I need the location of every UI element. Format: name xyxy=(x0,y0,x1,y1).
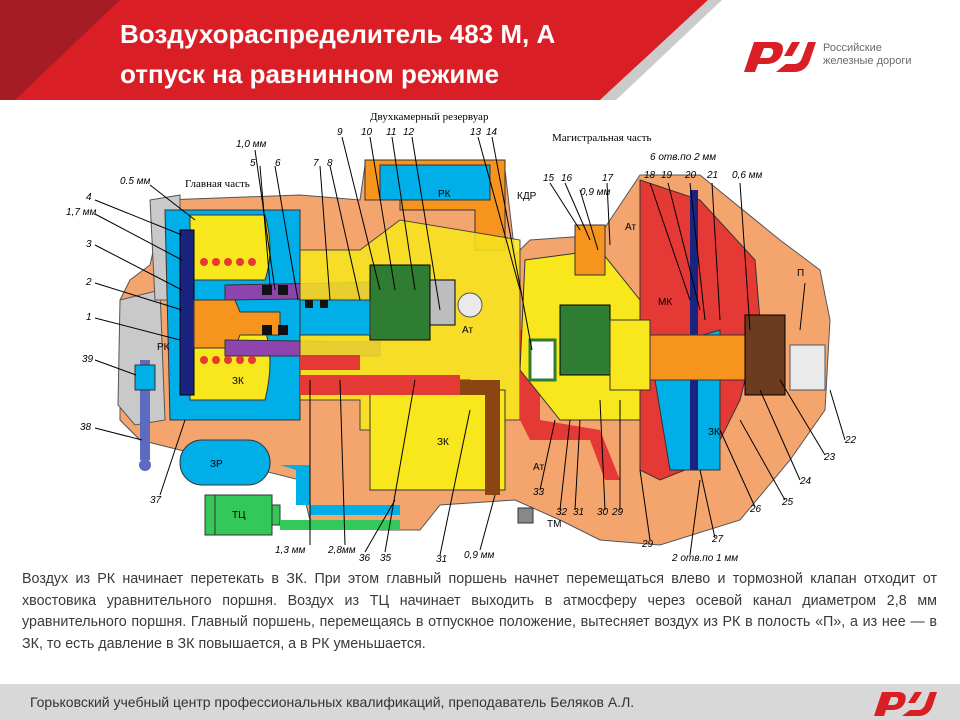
green-block-right xyxy=(560,305,610,375)
description-text: Воздух из РК начинает перетекать в ЗК. При этом главный поршень начнет перемещаться влево и тормозной клапан отходит от хвостовика уравнительного поршня. Воздух из ТЦ начинает выходить в атмосферу через осевой канал диаметром 2,8 мм уравнительного поршня. Главный поршень, перемещаясь в отпускное положение, вытесняет воздух из РК в полость «П», а из нее — в ЗК, то есть давление в ЗК повышается, а в РК уменьшается. xyxy=(22,571,937,652)
label-zk-right: ЗК xyxy=(708,427,720,438)
callout-2: 2 xyxy=(86,277,92,288)
dim-09: 0,9 мм xyxy=(580,187,611,198)
red-line-2 xyxy=(300,355,360,370)
callout-36: 36 xyxy=(359,553,371,564)
callout-32: 32 xyxy=(556,507,568,518)
callout-35: 35 xyxy=(380,553,392,564)
callout-27: 27 xyxy=(712,534,724,545)
callout-14: 14 xyxy=(486,127,498,138)
label-at-top: Ат xyxy=(625,222,637,233)
header xyxy=(0,0,960,100)
dim-2holes: 2 отв.по 1 мм xyxy=(672,553,739,564)
callout-19: 19 xyxy=(661,170,673,181)
label-tm: ТМ xyxy=(547,519,562,530)
callout-15: 15 xyxy=(543,173,555,184)
label-zk-center: ЗК xyxy=(437,437,449,448)
callout-25: 25 xyxy=(782,497,794,508)
callout-10: 10 xyxy=(361,127,373,138)
callout-23: 23 xyxy=(824,452,836,463)
red-line-1 xyxy=(300,375,460,395)
label-rk-left: РК xyxy=(157,342,170,353)
callout-37: 37 xyxy=(150,495,162,506)
dim-06: 0,6 мм xyxy=(732,170,763,181)
callout-29b: 29 xyxy=(612,507,624,518)
tm-valve xyxy=(518,508,533,523)
footer xyxy=(0,684,960,720)
air-distributor-diagram xyxy=(0,100,960,565)
label-at-bottom: Ат xyxy=(533,462,545,473)
callout-12: 12 xyxy=(403,127,415,138)
relief-valve xyxy=(135,365,155,390)
callout-16: 16 xyxy=(561,173,573,184)
callout-33: 33 xyxy=(533,487,545,498)
dim-10: 1,0 мм xyxy=(236,139,267,150)
footer-credit: Горьковский учебный центр профессиональных квалификаций, преподаватель Беляков А.Л. xyxy=(30,694,635,710)
title-line-1: Воздухораспределитель 483 М, А xyxy=(120,19,556,49)
label-magistral: Магистральная часть xyxy=(552,132,652,144)
rzd-logo xyxy=(740,36,820,76)
right-plug xyxy=(790,345,825,390)
label-kdr: КДР xyxy=(517,191,537,202)
dim-13: 1,3 мм xyxy=(275,545,306,556)
callout-17: 17 xyxy=(602,173,614,184)
label-zr: ЗР xyxy=(210,459,223,470)
callout-31b: 31 xyxy=(436,554,448,565)
callout-30: 30 xyxy=(597,507,609,518)
callout-9: 9 xyxy=(337,127,343,138)
callout-6: 6 xyxy=(275,158,281,169)
callout-18: 18 xyxy=(644,170,656,181)
callout-8: 8 xyxy=(327,158,333,169)
callout-3: 3 xyxy=(86,239,92,250)
callout-20: 20 xyxy=(685,170,697,181)
label-rk-top: РК xyxy=(438,189,451,200)
label-mk: МК xyxy=(658,297,673,308)
dim-05: 0.5 мм xyxy=(120,176,151,187)
white-piston xyxy=(530,340,555,380)
label-main-part: Главная часть xyxy=(185,178,250,190)
atm-port xyxy=(458,293,482,317)
callout-11: 11 xyxy=(386,127,397,138)
callout-1: 1 xyxy=(86,312,92,323)
zr-reservoir xyxy=(180,440,270,485)
label-zk-left: ЗК xyxy=(232,376,244,387)
callout-13: 13 xyxy=(470,127,482,138)
page-title xyxy=(120,14,555,94)
dim-28: 2,8мм xyxy=(328,545,356,556)
label-two-chamber: Двухкамерный резервуар xyxy=(370,111,489,123)
callout-24: 24 xyxy=(800,476,812,487)
callout-26: 26 xyxy=(750,504,762,515)
kdr-valve xyxy=(575,225,605,275)
rk-yellow-upper xyxy=(190,215,270,280)
yellow-block-right xyxy=(610,320,650,390)
green-valve-block xyxy=(370,265,430,340)
main-piston xyxy=(180,230,194,395)
dim-09b: 0,9 мм xyxy=(464,550,495,561)
brand-line-2: железные дороги xyxy=(823,55,912,67)
green-pipe-tc xyxy=(280,520,400,530)
brand-line-1: Российские xyxy=(823,42,882,54)
brown-valve xyxy=(745,315,785,395)
dim-17: 1,7 мм xyxy=(66,207,97,218)
callout-31: 31 xyxy=(573,507,585,518)
drain-handle xyxy=(139,459,151,471)
callout-39: 39 xyxy=(82,354,94,365)
label-tc: ТЦ xyxy=(232,510,246,521)
brand-name xyxy=(823,42,912,68)
magistral-diaphragm xyxy=(690,190,698,470)
callout-4: 4 xyxy=(86,192,92,203)
callout-5: 5 xyxy=(250,158,256,169)
title-line-2: отпуск на равнинном режиме xyxy=(120,59,500,89)
dim-6holes: 6 отв.по 2 мм xyxy=(650,152,717,163)
callout-22: 22 xyxy=(845,435,857,446)
callout-7: 7 xyxy=(313,158,319,169)
grey-plug xyxy=(430,280,455,325)
callout-29: 29 xyxy=(642,539,654,550)
footer-rzd-logo xyxy=(868,684,948,720)
callout-21: 21 xyxy=(707,170,719,181)
label-at-left: Ат xyxy=(462,325,474,336)
label-p: П xyxy=(797,268,805,279)
callout-38: 38 xyxy=(80,422,92,433)
